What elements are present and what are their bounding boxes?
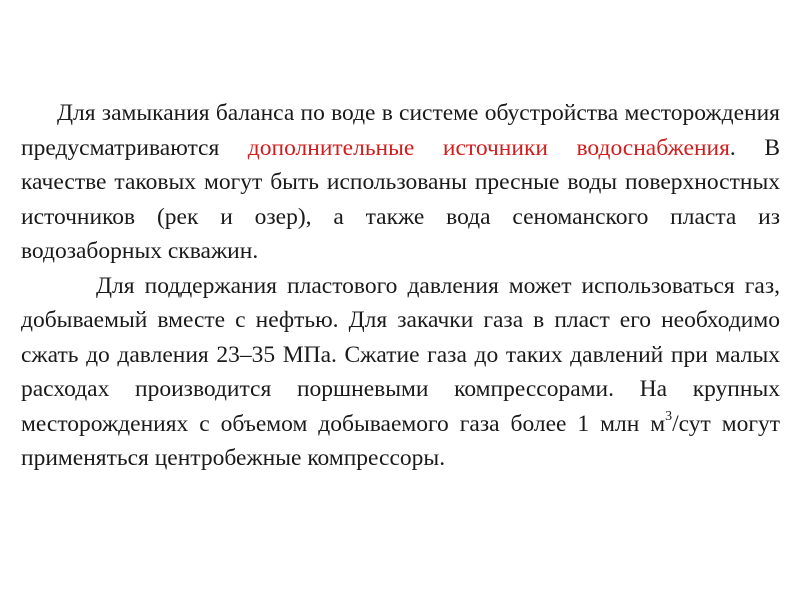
highlight-water-sources: дополнительные источники водоснабжения	[247, 134, 730, 161]
paragraph-2-after: /сут могут применяться центробежные компрессоры.	[21, 410, 781, 471]
paragraph-1-after: . В качестве таковых могут быть использованы пресные воды поверхностных источников (рек и озер), а также вода сеноманского пласта из водозаборных скважин.	[21, 134, 780, 264]
paragraph-2-before: Для поддержания пластового давления может использоваться газ, добываемый вместе с нефтью. Для закачки газа в пласт его необходимо сжать до давления 23–35 МПа. Сжатие газа до таких давлений при малых расходах производится поршневыми компрессорами. На крупных месторождениях с объемом добываемого газа более 1 млн м	[21, 272, 780, 437]
paragraph-2	[21, 269, 780, 476]
paragraph-1	[21, 96, 780, 269]
paragraph-1-before: Для замыкания баланса по воде в системе обустройства месторождения предусматриваются	[21, 100, 780, 161]
superscript-cubic: 3	[665, 408, 673, 424]
text-block	[21, 96, 780, 476]
